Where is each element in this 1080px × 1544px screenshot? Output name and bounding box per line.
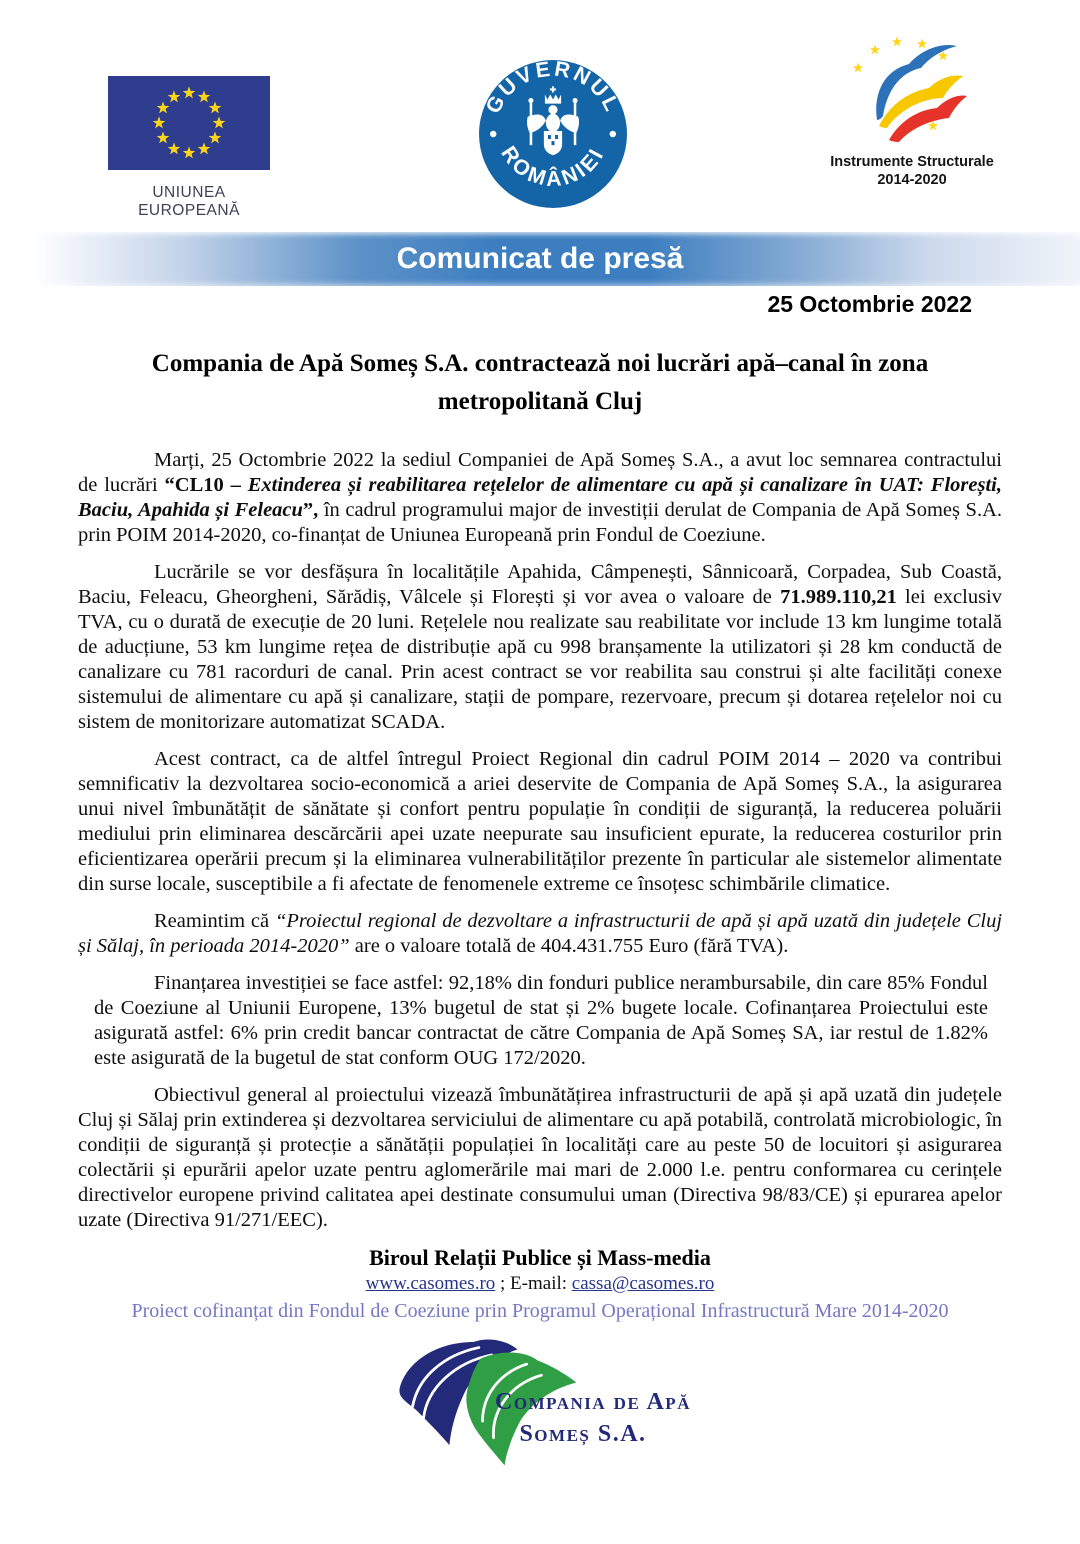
document-title: Compania de Apă Someș S.A. contractează noi lucrări apă–canal în zona metropolitană Cluj <box>151 350 929 415</box>
company-logo-icon <box>385 1331 695 1471</box>
press-office-title: Biroul Relații Publice și Mass-media <box>369 1245 711 1270</box>
structural-instruments-icon <box>827 34 997 146</box>
document-body <box>78 448 1002 1233</box>
email-link[interactable]: cassa@casomes.ro <box>571 1273 715 1294</box>
body-paragraph-6: Obiectivul general al proiectului vizează îmbunătățirea infrastructurii de apă și apă uzată din județele Cluj și Sălaj prin extinderea și dezvoltarea serviciului de alimentare cu apă potabilă, controlată microbiologic, în condiții de siguranță și protecție a sănătății populației în localități care au peste 50 de locuitori și asigurarea colectării și epurării apelor uzate pentru aglomerările mai mari de 2.000 l.e. pentru conformarea cu cerințele directivelor europene privind calitatea apei destinate consumului uman (Directiva 98/83/CE) și epurarea apelor uzate (Directiva 91/271/EEC). <box>78 1084 1002 1231</box>
eu-logo <box>108 76 270 220</box>
press-banner <box>0 232 1080 286</box>
gov-logo-top-text: GUVERNUL <box>480 58 626 118</box>
cofinance-note: Proiect cofinanțat din Fondul de Coeziune prin Programul Operațional Infrastructură Mare 2014-2020 <box>131 1300 949 1322</box>
company-logo-name: Compania de Apă <box>495 1389 691 1415</box>
eu-label: UNIUNEA EUROPEANĂ <box>138 184 240 219</box>
contact-links <box>0 1273 1080 1295</box>
company-logo-suffix: Someș S.A. <box>519 1421 647 1447</box>
government-logo-icon <box>477 58 629 210</box>
structural-instruments-logo <box>826 34 998 189</box>
banner-title: Comunicat de presă <box>396 242 684 275</box>
body-paragraph-5: Finanțarea investiției se face astfel: 92,18% din fonduri publice nerambursabile, din care 85% Fondul de Coeziune al Uniunii Europene, 13% bugetul de stat și 2% bugete locale. Cofinanțarea Proiectului este asigurată astfel: 6% prin credit bancar contractat de către Compania de Apă Someș SA, iar restul de 1.82% este asigurată de la bugetul de stat conform OUG 172/2020. <box>94 972 988 1069</box>
government-logo <box>477 58 629 210</box>
document-footer <box>0 1245 1080 1476</box>
body-paragraph-3: Acest contract, ca de altfel întregul Proiect Regional din cadrul POIM 2014 – 2020 va contribui semnificativ la dezvoltarea socio-economică a ariei deservite de Compania de Apă Someș S.A., la asigurarea unui nivel îmbunătățit de sănătate și confort pentru populație în condiții de siguranță, la reducerea poluării mediului prin eliminarea descărcării apei uzate neepurate sau insuficient epurate, la reducerea costurilor prin eficientizarea operării precum și la eliminarea vulnerabilităților prezente în particular ale sistemelor alimentate din surse locale, susceptibile a fi afectate de fenomenele extreme ce însoțesc schimbările climatice. <box>78 748 1002 895</box>
eu-flag-icon <box>108 76 270 170</box>
body-paragraph-2: Lucrările se vor desfășura în localitățile Apahida, Câmpenești, Sânnicoară, Corpadea, Sub Coastă, Baciu, Feleacu, Gheorgheni, Sărădiș, Vâlcele și Florești și vor avea o valoare de 71.989.110,21 lei exclusiv TVA, cu o durată de execuție de 20 luni. Rețelele nou realizate sau reabilitate vor include 13 km lungime totală de aducțiune, 53 km lungime rețea de distribuție apă cu 998 branșamente la utilizatori și 28 km conductă de canalizare cu 781 racorduri de canal. Prin acest contract se vor reabilita sau construi și alte facilități conexe sistemului de alimentare cu apă și canalizare, stații de pompare, rezervoare, precum și dotarea rețelelor noi cu sistem de monitorizare automatizat SCADA. <box>78 561 1003 733</box>
gov-logo-bottom-text: ROMÂNIEI <box>496 141 610 192</box>
company-logo <box>0 1331 1080 1476</box>
release-date: 25 Octombrie 2022 <box>767 291 972 317</box>
body-paragraph-4: Reamintim că “Proiectul regional de dezvoltare a infrastructurii de apă și apă uzată din județele Cluj și Sălaj, în perioada 2014-2020” are o valoare totală de 404.431.755 Euro (fără TVA). <box>78 910 1003 957</box>
logo-header <box>0 0 1080 232</box>
structural-instruments-years: 2014-2020 <box>877 172 947 189</box>
website-link[interactable]: www.casomes.ro <box>365 1273 496 1294</box>
link-separator: ; E-mail: <box>495 1273 572 1294</box>
body-paragraph-1: Marți, 25 Octombrie 2022 la sediul Companiei de Apă Someș S.A., a avut loc semnarea contractului de lucrări “CL10 – Extinderea și reabilitarea rețelelor de alimentare cu apă și canalizare în UAT: Florești, Baciu, Apahida și Feleacu”, în cadrul programului major de investiții derulat de Compania de Apă Someș S.A. prin POIM 2014-2020, co-finanțat de Uniunea Europeană prin Fondul de Coeziune. <box>78 449 1002 546</box>
structural-instruments-label: Instrumente Structurale <box>830 154 994 170</box>
